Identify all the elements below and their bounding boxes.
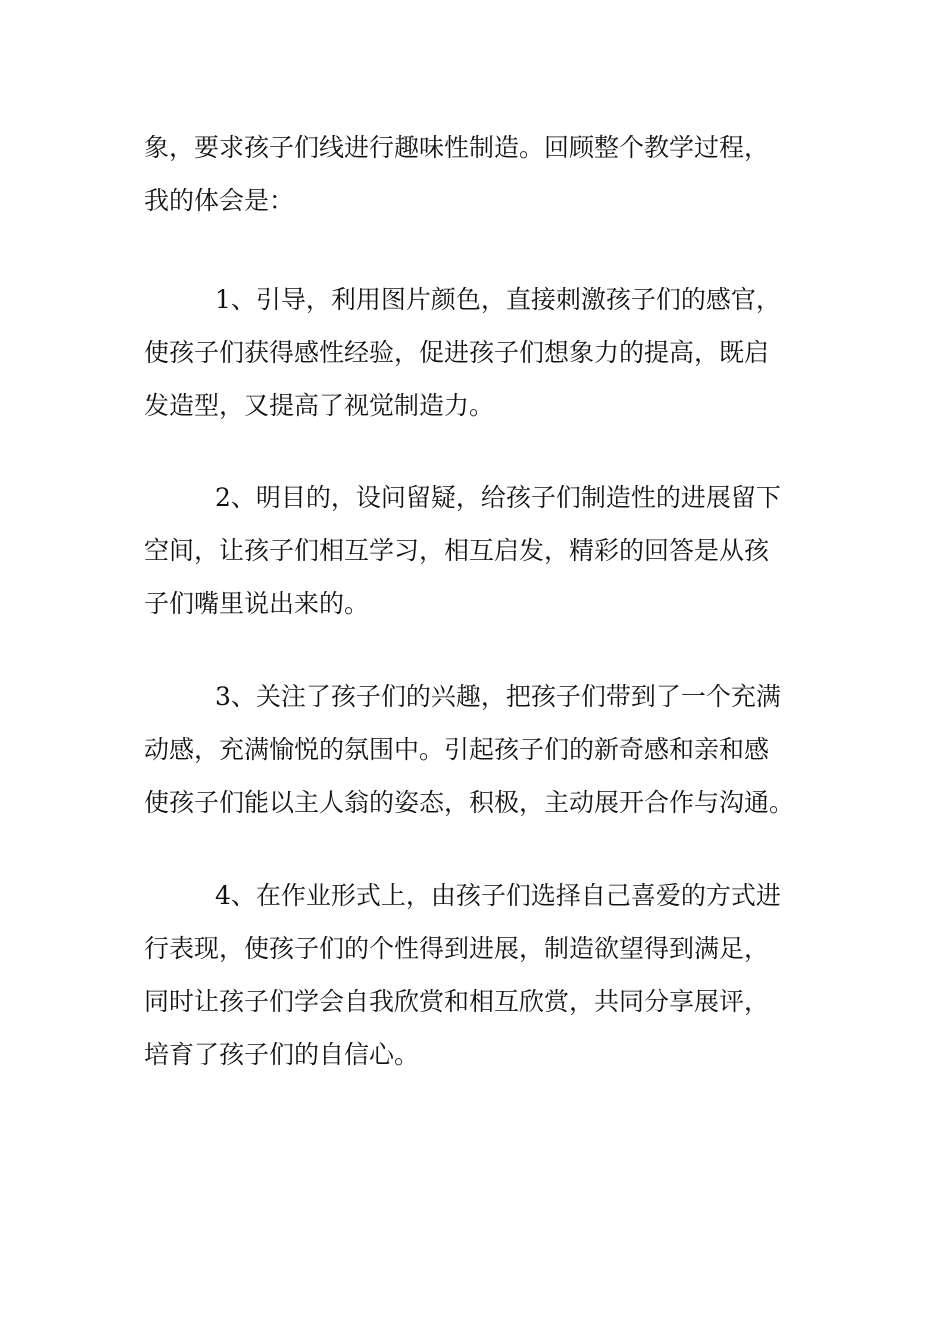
text-line: 发造型，又提高了视觉制造力。 [144, 391, 495, 420]
text-line: 2、明目的，设问留疑，给孩子们制造性的进展留下 [215, 483, 781, 512]
text-line: 培育了孩子们的自信心。 [144, 1040, 420, 1069]
paragraph-point-2 [144, 471, 814, 630]
text-line: 1、引导，利用图片颜色，直接刺激孩子们的感官， [215, 285, 781, 314]
text-line: 4、在作业形式上，由孩子们选择自己喜爱的方式进 [215, 881, 781, 910]
text-line: 使孩子们能以主人翁的姿态，积极，主动展开合作与沟通。 [144, 788, 795, 817]
text-line: 空间，让孩子们相互学习，相互启发，精彩的回答是从孩 [144, 536, 770, 565]
text-line: 动感，充满愉悦的氛围中。引起孩子们的新奇感和亲和感 [144, 735, 770, 764]
text-line: 我的体会是： [144, 186, 295, 215]
paragraph-intro [144, 121, 814, 227]
paragraph-point-1 [144, 273, 814, 432]
text-line: 子们嘴里说出来的。 [144, 589, 370, 618]
text-line: 象，要求孩子们线进行趣味性制造。回顾整个教学过程， [144, 133, 770, 162]
text-line: 使孩子们获得感性经验，促进孩子们想象力的提高，既启 [144, 338, 770, 367]
text-line: 行表现，使孩子们的个性得到进展，制造欲望得到满足， [144, 934, 770, 963]
text-line: 同时让孩子们学会自我欣赏和相互欣赏，共同分享展评， [144, 987, 770, 1016]
paragraph-point-3 [144, 670, 814, 829]
paragraph-point-4 [144, 869, 814, 1081]
text-line: 3、关注了孩子们的兴趣，把孩子们带到了一个充满 [215, 682, 781, 711]
